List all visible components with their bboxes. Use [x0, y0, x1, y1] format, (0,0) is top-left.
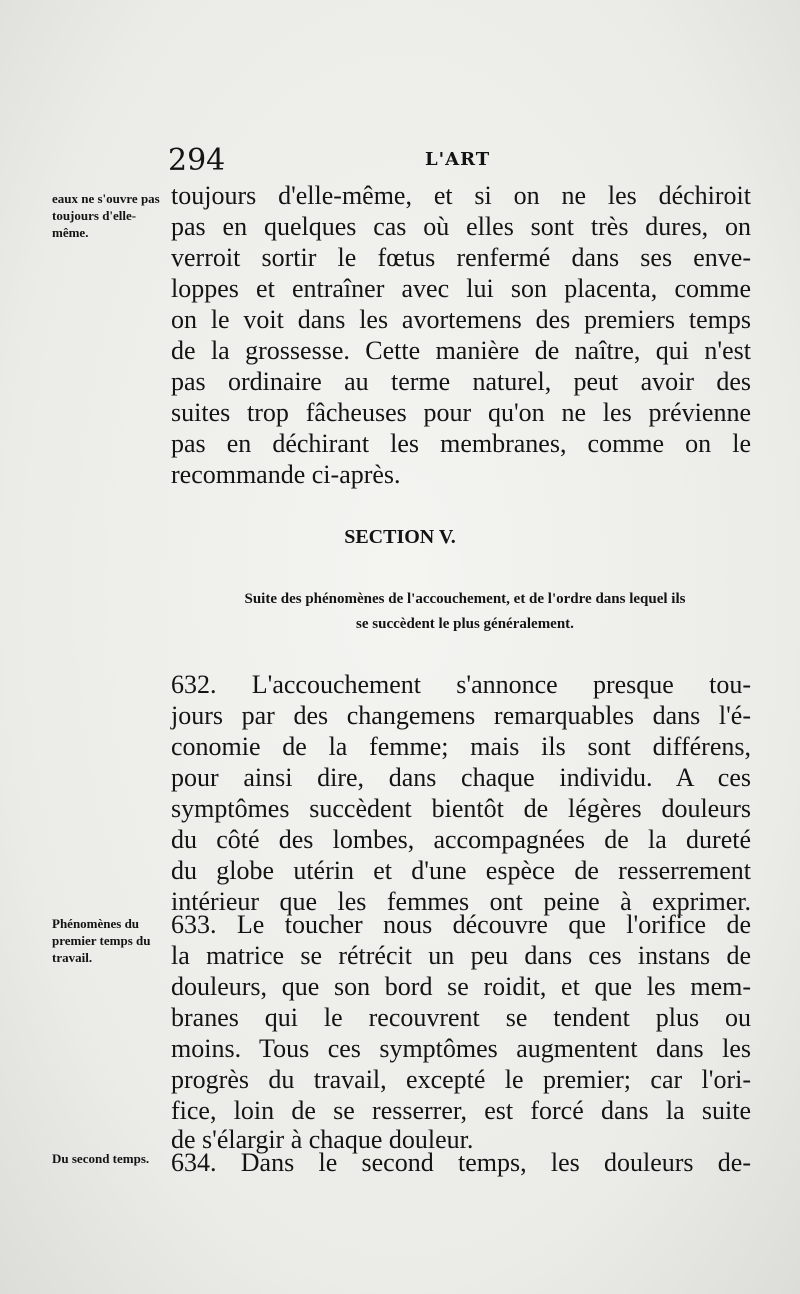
text-line: verroit sortir le fœtus renfermé dans ses enve- [171, 243, 751, 272]
text-line: toujours d'elle-même, et si on ne les déchiroit [171, 181, 751, 210]
text-line: conomie de la femme; mais ils sont différens, [171, 732, 751, 761]
text-line: jours par des changemens remarquables dans l'é- [171, 701, 751, 730]
text-line: de la grossesse. Cette manière de naître, qui n'est [171, 336, 751, 365]
page-header [0, 143, 800, 183]
margin-note-second-stage: Du second temps. [52, 1151, 150, 1166]
text-line: progrès du travail, excepté le premier; car l'ori- [171, 1065, 751, 1094]
text-line: 632. L'accouchement s'annonce presque tou- [171, 670, 751, 699]
page-number: 294 [168, 143, 226, 178]
text-line: suites trop fâcheuses pour qu'on ne les prévienne [171, 398, 751, 427]
text-line: douleurs, que son bord se roidit, et que les mem- [171, 972, 751, 1001]
text-line: 634. Dans le second temps, les douleurs de- [171, 1148, 751, 1177]
text-line: de s'élargir à chaque douleur. [171, 1125, 474, 1154]
section-title: SECTION V. [344, 526, 456, 548]
summary-line: se succèdent le plus généralement. [356, 616, 574, 632]
text-line: on le voit dans les avortemens des premiers temps [171, 305, 751, 334]
text-line: loppes et entraîner avec lui son placenta, comme [171, 274, 751, 303]
text-line: du côté des lombes, accompagnées de la dureté [171, 825, 751, 854]
text-line: intérieur que les femmes ont peine à exprimer. [171, 887, 751, 916]
margin-note-waters: eaux ne s'ouvre pas toujours d'elle-même. [52, 191, 160, 240]
text-line: fice, loin de se resserrer, est forcé dans la suite [171, 1096, 751, 1125]
text-line: pour ainsi dire, dans chaque individu. A ces [171, 763, 751, 792]
text-line: pas en quelques cas où elles sont très dures, on [171, 212, 751, 241]
margin-note-first-stage: Phénomènes du premier temps du travail. [52, 916, 151, 965]
text-line: du globe utérin et d'une espèce de resserrement [171, 856, 751, 885]
text-line: branes qui le recouvrent se tendent plus ou [171, 1003, 751, 1032]
section-summary [170, 587, 760, 637]
text-line: pas ordinaire au terme naturel, peut avoir des [171, 367, 751, 396]
summary-line: Suite des phénomènes de l'accouchement, et de l'ordre dans lequel ils [244, 591, 686, 607]
text-line: 633. Le toucher nous découvre que l'orifice de [171, 910, 751, 939]
text-line: symptômes succèdent bientôt de légères douleurs [171, 794, 751, 823]
text-line: recommande ci-après. [171, 460, 401, 489]
running-head: L'ART [425, 149, 491, 170]
text-line: pas en déchirant les membranes, comme on le [171, 429, 751, 458]
text-line: la matrice se rétrécit un peu dans ces instans de [171, 941, 751, 970]
text-line: moins. Tous ces symptômes augmentent dans les [171, 1034, 751, 1063]
